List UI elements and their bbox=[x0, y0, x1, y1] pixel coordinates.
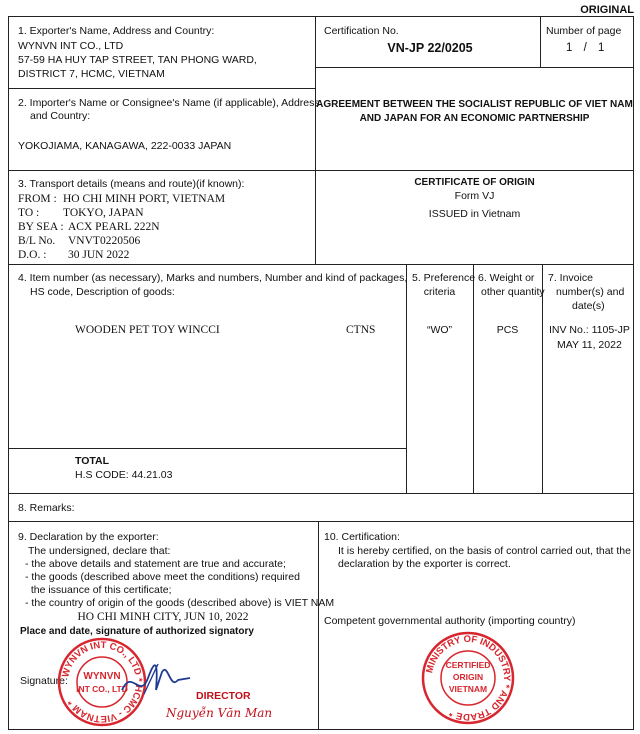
transport-from bbox=[18, 193, 225, 206]
transport-vessel bbox=[18, 221, 160, 234]
box4-label-line1: 4. Item number (as necessary), Marks and numbers, Number and kind of packages, bbox=[18, 272, 408, 284]
exporter-stamp-center-2: INT CO., LTD bbox=[76, 684, 128, 694]
director-name: Nguyễn Văn Man bbox=[166, 706, 273, 720]
total-label: TOTAL bbox=[75, 455, 110, 467]
vsep-box6 bbox=[473, 264, 474, 493]
certificate-title: CERTIFICATE OF ORIGIN bbox=[414, 177, 535, 188]
certification-no-value: VN-JP 22/0205 bbox=[387, 41, 473, 55]
goods-invoice-date: MAY 11, 2022 bbox=[557, 339, 622, 351]
sep-certno-agreement bbox=[315, 67, 634, 68]
sep-total-remarks bbox=[8, 493, 634, 494]
page-number bbox=[566, 42, 604, 55]
sep-remarks-declaration bbox=[8, 521, 634, 522]
certification-no-label: Certification No. bbox=[324, 25, 399, 37]
goods-description: WOODEN PET TOY WINCCI bbox=[75, 324, 220, 336]
exporter-district: DISTRICT 7, HCMC, VIETNAM bbox=[18, 68, 165, 80]
signature-label: Signature: bbox=[20, 675, 68, 687]
competent-authority: Competent governmental authority (importing country) bbox=[324, 615, 576, 627]
box5-label-line1: 5. Preference bbox=[412, 272, 476, 284]
transport-from-key: FROM : bbox=[18, 193, 57, 205]
sep-row2-row3 bbox=[8, 170, 634, 171]
transport-to-key: TO : bbox=[18, 207, 40, 219]
page-number-label: Number of page bbox=[546, 25, 622, 37]
box5-label-line2: criteria bbox=[423, 286, 456, 298]
page-separator: / bbox=[583, 42, 587, 54]
exporter-name: WYNVN INT CO., LTD bbox=[18, 40, 124, 52]
transport-do-key: D.O. : bbox=[18, 249, 47, 261]
box7-label-line2: number(s) and bbox=[556, 286, 625, 298]
agreement-line1: AGREEMENT BETWEEN THE SOCIALIST REPUBLIC OF VIET NAM bbox=[316, 99, 633, 110]
goods-quantity: PCS bbox=[496, 324, 519, 336]
total-hs-code: H.S CODE: 44.21.03 bbox=[75, 469, 173, 481]
declaration-item-2: - the goods (described above meet the conditions) required bbox=[25, 571, 300, 583]
exporter-stamp-center-1: WYNVN bbox=[83, 671, 121, 682]
goods-criteria: “WO” bbox=[426, 324, 453, 336]
box6-label-line1: 6. Weight or bbox=[478, 272, 535, 284]
box6-label-line2: other quantity bbox=[481, 286, 545, 298]
transport-do-value: 30 JUN 2022 bbox=[68, 249, 130, 261]
goods-unit: CTNS bbox=[346, 324, 376, 336]
ministry-stamp-center-1: CERTIFIED bbox=[445, 660, 491, 670]
transport-from-value: HO CHI MINH PORT, VIETNAM bbox=[63, 193, 226, 205]
director-title: DIRECTOR bbox=[196, 690, 251, 702]
vsep-top bbox=[315, 16, 316, 264]
sep-box1-box2 bbox=[8, 88, 315, 89]
agreement-line2: AND JAPAN FOR AN ECONOMIC PARTNERSHIP bbox=[359, 113, 590, 124]
frame-bottom bbox=[8, 729, 634, 730]
certification-label: 10. Certification: bbox=[324, 531, 400, 543]
box1-label: 1. Exporter's Name, Address and Country: bbox=[18, 25, 215, 37]
transport-bl-value: VNVT0220506 bbox=[68, 235, 141, 247]
page-total: 1 bbox=[598, 42, 605, 54]
sep-row3-row4 bbox=[8, 264, 634, 265]
ministry-stamp-center-3: VIETNAM bbox=[448, 684, 488, 694]
vsep-box9-box10 bbox=[318, 521, 319, 729]
declaration-label: 9. Declaration by the exporter: bbox=[18, 531, 159, 543]
page-current: 1 bbox=[566, 42, 573, 54]
transport-bl-key: B/L No. bbox=[18, 235, 56, 247]
ministry-stamp bbox=[420, 630, 516, 726]
transport-bl bbox=[18, 235, 140, 248]
box7-label-line1: 7. Invoice bbox=[548, 272, 593, 284]
declaration-intro: The undersigned, declare that: bbox=[28, 545, 171, 557]
vsep-pages bbox=[540, 16, 541, 68]
box4-label-line2: HS code, Description of goods: bbox=[30, 286, 175, 298]
box2-label-line2: and Country: bbox=[30, 110, 91, 122]
remarks-label: 8. Remarks: bbox=[18, 502, 75, 514]
exporter-address: 57-59 HA HUY TAP STREET, TAN PHONG WARD, bbox=[18, 54, 257, 66]
original-label: ORIGINAL bbox=[580, 4, 634, 16]
transport-to bbox=[18, 207, 144, 220]
certificate-issued: ISSUED in Vietnam bbox=[428, 208, 521, 220]
transport-do bbox=[18, 249, 129, 262]
certificate-form: Form VJ bbox=[454, 190, 495, 202]
certification-line2: declaration by the exporter is correct. bbox=[338, 558, 511, 570]
ministry-stamp-ring-text: MINISTRY OF INDUSTRY * AND TRADE * bbox=[424, 633, 513, 723]
exporter-signature bbox=[118, 660, 193, 705]
declaration-item-1: - the above details and statement are true and accurate; bbox=[25, 558, 286, 570]
sep-goods-total bbox=[8, 448, 406, 449]
declaration-place-label: Place and date, signature of authorized signatory bbox=[20, 626, 254, 637]
declaration-place-date: HO CHI MINH CITY, JUN 10, 2022 bbox=[77, 611, 249, 623]
transport-vessel-key: BY SEA : bbox=[18, 221, 64, 233]
exporter-stamp-ring-text: WYNVN INT CO., LTD * HCMC - VIETNAM * bbox=[60, 639, 145, 725]
importer-address: YOKOJIAMA, KANAGAWA, 222-0033 JAPAN bbox=[18, 140, 232, 152]
transport-to-value: TOKYO, JAPAN bbox=[63, 207, 144, 219]
box2-label-line1: 2. Importer's Name or Consignee's Name (if applicable), Address bbox=[18, 97, 320, 109]
declaration-item-4: - the country of origin of the goods (described above) is VIET NAM bbox=[25, 597, 335, 609]
declaration-item-3: the issuance of this certificate; bbox=[25, 584, 172, 596]
box7-label-line3: date(s) bbox=[572, 300, 605, 312]
box3-label: 3. Transport details (means and route)(if known): bbox=[18, 178, 245, 190]
ministry-stamp-center-2: ORIGIN bbox=[452, 672, 484, 682]
transport-vessel-value: ACX PEARL 222N bbox=[68, 221, 160, 233]
goods-invoice-no: INV No.: 1105-JP bbox=[549, 324, 630, 336]
certification-line1: It is hereby certified, on the basis of control carried out, that the bbox=[338, 545, 631, 557]
